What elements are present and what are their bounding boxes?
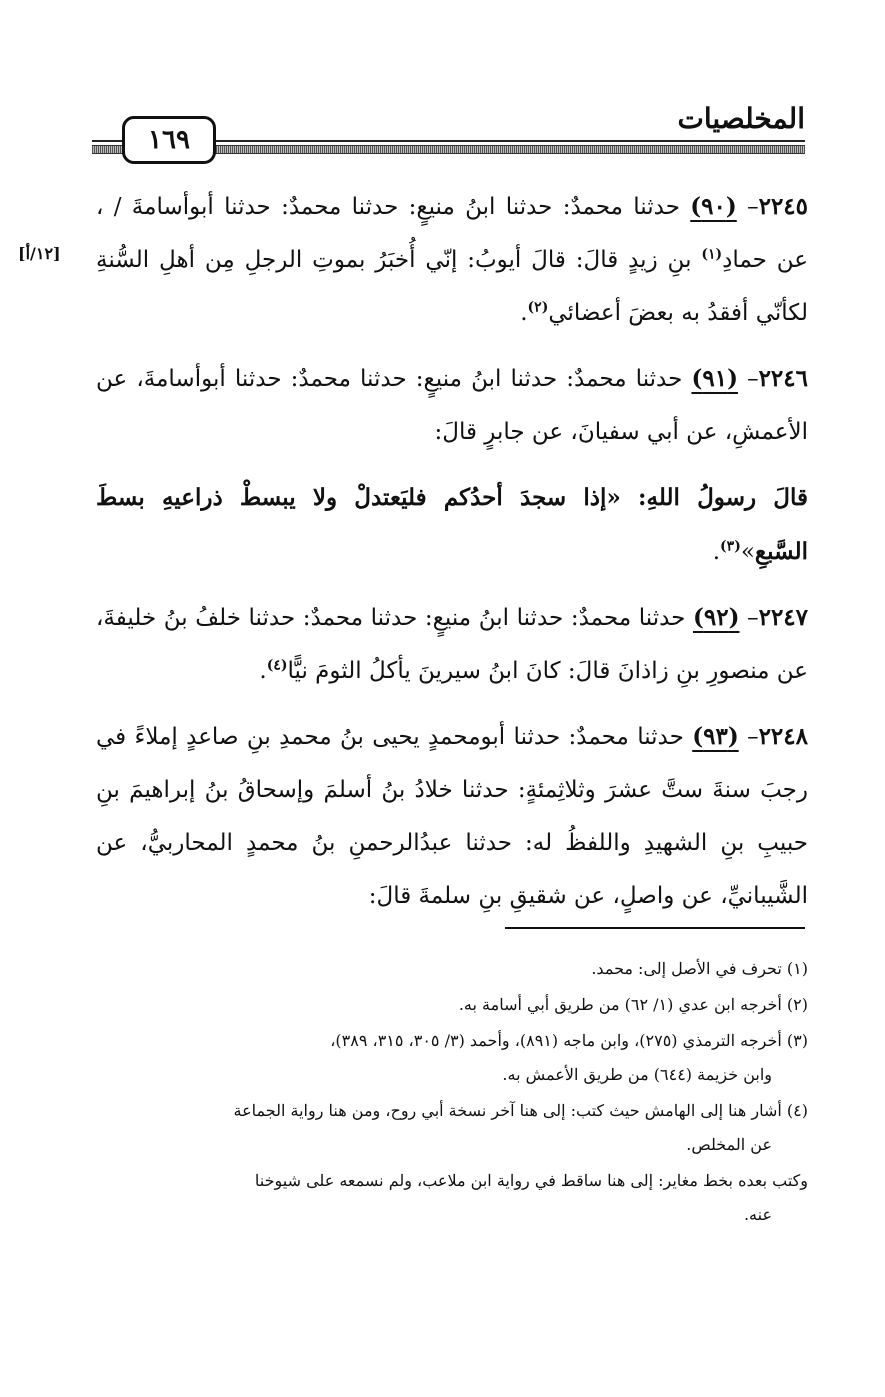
hadith-text: أهلِ السُّنةِ لكأنّي أفقدُ به بعضَ أعضائي [96,247,808,326]
hadith-entry [96,352,808,459]
footnote-marker[interactable]: (٤) [266,657,288,674]
period: . [520,300,528,326]
hadith-text: بنُ خليفةَ، عن منصورِ بنِ زاذانَ قالَ: كانَ ابنُ سيرينَ يأكلُ الثومَ نيًّا [96,605,808,684]
prophetic-quote: إذا سجدَ أحدُكم فليَعتدلْ ولا يبسطْ ذراعيهِ بسطَ السَّبعِ [96,484,808,565]
footnote-separator [505,927,805,929]
footnote [96,1094,808,1162]
footnote-text: تحرف في الأصل إلى: محمد. [591,959,782,978]
footnote-text: أشار هنا إلى الهامش حيث كتب: إلى هنا آخر نسخة أبي روح، ومن هنا رواية الجماعة [233,1101,782,1120]
dash: – [747,724,759,750]
footnote-text: وكتب بعده بخط مغاير: إلى هنا ساقط في رواية ابن ملاعب، ولم نسمعه على شيوخنا [254,1171,808,1190]
hadith-text: حدثنا محمدٌ: حدثنا ابنُ منيعٍ: حدثنا محمدٌ: حدثنا خلفُ [195,605,693,631]
footnote-number: (٢) [786,995,808,1014]
hadith-entry [96,180,808,340]
hadith-entry [96,591,808,698]
hadith-reference: (٩٣) [692,723,739,750]
running-title: المخلصيات [677,102,805,135]
footnote [96,988,808,1022]
dash: – [747,605,759,631]
hadith-quote [96,471,808,579]
footnote [96,1164,808,1232]
footnote [96,1024,808,1092]
hadith-text: حدثنا محمدٌ: حدثنا ابنُ منيعٍ: حدثنا محمدٌ: حدثنا [224,194,691,220]
hadith-reference: (٩٢) [692,604,740,631]
footnote-number: (٣) [786,1031,808,1050]
footnote-text: أخرجه ابن عدي (١/ ٦٢) من طريق أبي أسامة به. [458,995,782,1014]
hadith-text: حدثنا محمدٌ: حدثنا ابنُ منيعٍ: حدثنا محمدٌ: حدثنا [234,366,692,392]
page-header [92,100,805,164]
footnote-text: أخرجه الترمذي (٢٧٥)، وابن ماجه (٨٩١)، وأحمد (٣/ ٣٠٥، ٣١٥، ٣٨٩)، [330,1031,782,1050]
footnote-continuation: وابن خزيمة (٦٤٤) من طريق الأعمش به. [502,1065,772,1084]
footnote-number: (١) [786,959,808,978]
hadith-number: ٢٢٤٦ [758,365,808,392]
hadith-entry [96,710,808,923]
footnote-continuation: عنه. [743,1205,772,1224]
footnote-marker[interactable]: (٣) [720,538,741,555]
period: . [712,539,721,565]
quote-intro: قالَ رسولُ اللهِ: « [606,484,808,511]
hadith-text: أبوأسامةَ / ، عن حمادِ [96,194,808,273]
hadith-text: أبوأسامةَ، عن الأعمشِ، عن أبي سفيانَ، عن جابرٍ قالَ: [96,366,808,445]
hadith-number: ٢٢٤٥ [758,193,809,220]
dash: – [747,366,759,392]
footnote-continuation: عن المخلص. [686,1135,772,1154]
footnote-marker[interactable]: (١) [701,246,723,263]
dash: – [747,194,759,220]
quote-close: » [740,539,755,565]
hadith-reference: (٩١) [691,365,738,392]
hadith-number: ٢٢٤٨ [758,723,808,750]
footnote [96,952,808,986]
page-number: ١٦٩ [122,116,216,164]
period: . [259,658,267,684]
hadith-number: ٢٢٤٧ [758,604,809,631]
hadith-reference: (٩٠) [690,193,737,220]
hadith-text: بنِ زيدٍ قالَ: قالَ أيوبُ: إنّي أُخبَرُ بموتِ الرجلِ مِن [204,247,702,273]
main-text [96,180,808,935]
hadith-text: حدثنا محمدٌ: حدثنا أبومحمدٍ يحيى بنُ محمدِ بنِ صاعدٍ إملاءً في رجبَ سنةَ ستَّ عشرَ وثلاثِمئةٍ: حدثنا خلادُ بنُ أسلمَ وإسحاقُ بنُ إبراهيمَ بنِ حبيبِ بنِ الشهيدِ واللفظُ له: حدثنا عبدُالرحمنِ بنُ محمدٍ المحاربيُّ، عن الشَّيبانيِّ، عن واصلٍ، عن شقيقِ بنِ سلمةَ قالَ: [96,724,808,909]
footnote-marker[interactable]: (٢) [527,299,549,316]
footnotes [96,952,808,1234]
footnote-number: (٤) [786,1101,808,1120]
manuscript-folio-marker: [١٢/أ] [18,244,61,263]
